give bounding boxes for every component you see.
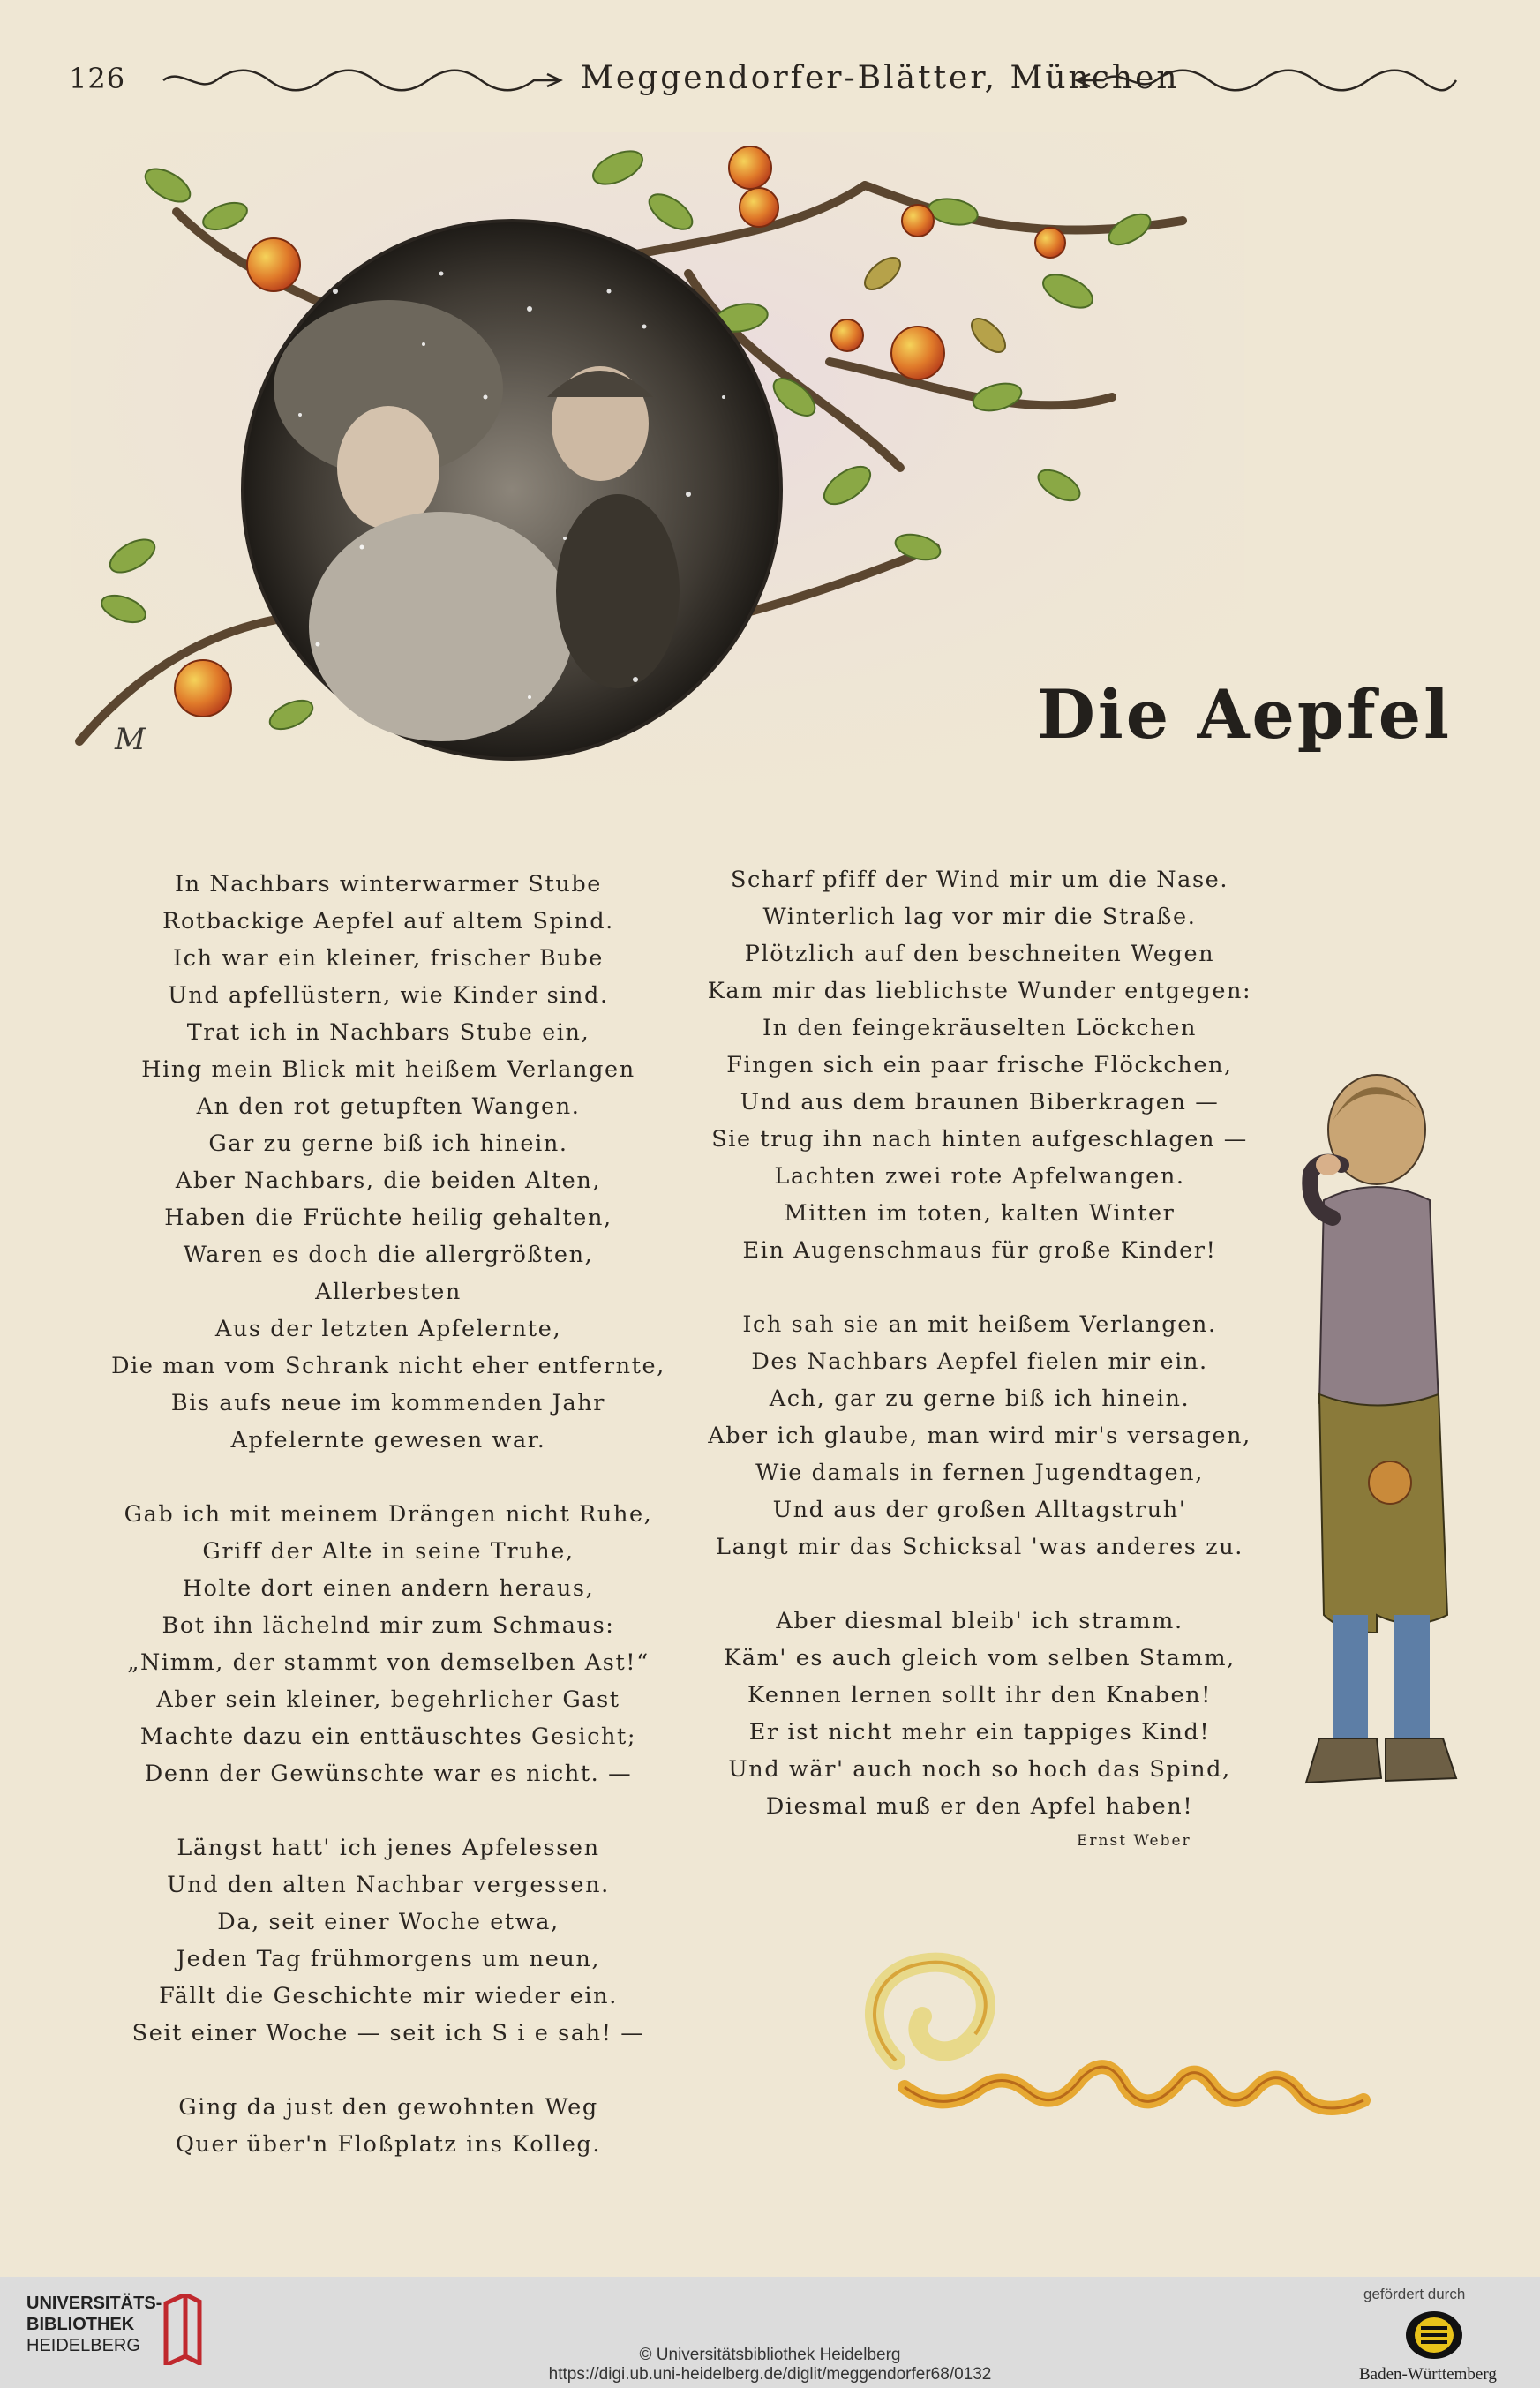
poem-line: Käm' es auch gleich vom selben Stamm, <box>724 1645 1236 1671</box>
poem-line: Aber sein kleiner, begehrlicher Gast <box>156 1686 620 1713</box>
library-name-line: BIBLIOTHEK <box>26 2315 135 2334</box>
poem-line: Trat ich in Nachbars Stube ein, <box>186 1019 590 1046</box>
poem-left-column <box>106 866 671 2163</box>
poem-line: Waren es doch die allergrößten, <box>183 1242 594 1268</box>
poem-line: „Nimm, der stammt von demselben Ast!“ <box>127 1649 650 1676</box>
poem-line: Gab ich mit meinem Drängen nicht Ruhe, <box>124 1501 653 1528</box>
poem-line: Haben die Früchte heilig gehalten, <box>164 1205 612 1231</box>
poem-line: Und aus der großen Alltagstruh' <box>772 1497 1187 1523</box>
poem-line: Ich sah sie an mit heißem Verlangen. <box>742 1311 1217 1338</box>
page-header <box>62 55 1456 108</box>
footer <box>0 2277 1540 2388</box>
poem-line: Fällt die Geschichte mir wieder ein. <box>159 1983 618 2009</box>
funded-by-label: gefördert durch <box>1363 2286 1466 2302</box>
poem-line: Ich war ein kleiner, frischer Bube <box>173 945 604 972</box>
poem-line: Und den alten Nachbar vergessen. <box>167 1872 610 1898</box>
boy-illustration <box>1271 1068 1474 1818</box>
poem-line: Quer über'n Floßplatz ins Kolleg. <box>175 2131 602 2158</box>
poem-line: Die man vom Schrank nicht eher entfernte, <box>111 1353 665 1379</box>
poem-line: Ach, gar zu gerne biß ich hinein. <box>769 1385 1191 1412</box>
poem-line: Jeden Tag frühmorgens um neun, <box>176 1946 601 1972</box>
poem-line: Rotbackige Aepfel auf altem Spind. <box>162 908 614 935</box>
poem-line: Er ist nicht mehr ein tappiges Kind! <box>748 1719 1211 1746</box>
poem-line: Und wär' auch noch so hoch das Spind, <box>728 1756 1231 1783</box>
poem-line: Griff der Alte in seine Truhe, <box>202 1538 575 1565</box>
poem-author: Ernst Weber <box>1077 1832 1191 1850</box>
running-title: Meggendorfer-Blätter, München <box>581 60 1180 96</box>
poem-line: Langt mir das Schicksal 'was anderes zu. <box>716 1534 1243 1560</box>
poem-line: Und aus dem braunen Biberkragen — <box>740 1089 1220 1115</box>
poem-line: An den rot getupften Wangen. <box>196 1093 581 1120</box>
stanza <box>106 1496 671 1792</box>
stanza <box>706 861 1253 1269</box>
poem-line: Aber ich glaube, man wird mir's versagen, <box>708 1423 1251 1449</box>
poem-line: Seit einer Woche — seit ich S i e sah! — <box>131 2020 645 2046</box>
poem-line: Kam mir das lieblichste Wunder entgegen: <box>707 978 1252 1004</box>
header-ornament-right-icon <box>1072 67 1461 94</box>
poem-line: Winterlich lag vor mir die Straße. <box>762 904 1197 930</box>
poem-line: Hing mein Blick mit heißem Verlangen <box>141 1056 635 1083</box>
poem-line: Wie damals in fernen Jugendtagen, <box>755 1460 1204 1486</box>
poem-line: Diesmal muß er den Apfel haben! <box>765 1793 1194 1820</box>
poem-line: Aus der letzten Apfelernte, <box>214 1316 562 1342</box>
poem-line: Und apfellüstern, wie Kinder sind. <box>168 982 609 1009</box>
stanza <box>706 1306 1253 1566</box>
baden-wuerttemberg-crest-icon <box>1403 2309 1465 2362</box>
poem-line: Aber Nachbars, die beiden Alten, <box>175 1168 602 1194</box>
permalink-url[interactable]: https://digi.ub.uni-heidelberg.de/diglit/meggendorfer68/0132 <box>548 2365 992 2384</box>
poem-line: Plötzlich auf den beschneiten Wegen <box>744 941 1215 967</box>
poem-line: Bot ihn lächelnd mir zum Schmaus: <box>162 1612 615 1639</box>
poem-line: Machte dazu ein enttäuschtes Gesicht; <box>139 1723 637 1750</box>
poem-line: Fingen sich ein paar frische Flöckchen, <box>726 1052 1233 1078</box>
page-number: 126 <box>69 62 126 95</box>
poem-line: In den feingekräuselten Löckchen <box>762 1015 1197 1041</box>
poem-line: Holte dort einen andern heraus, <box>182 1575 595 1602</box>
poem-line: Da, seit einer Woche etwa, <box>217 1909 560 1935</box>
stanza <box>106 2089 671 2163</box>
poem-line: Des Nachbars Aepfel fielen mir ein. <box>751 1348 1208 1375</box>
poem-line: Denn der Gewünschte war es nicht. — <box>144 1761 633 1787</box>
poem-line: Kennen lernen sollt ihr den Knaben! <box>747 1682 1213 1708</box>
poem-title: Die Aepfel <box>1037 675 1452 754</box>
library-name-line: HEIDELBERG <box>26 2336 140 2355</box>
poem-line: Ging da just den gewohnten Weg <box>178 2094 598 2121</box>
stanza <box>706 1603 1253 1825</box>
poem-line: Sie trug ihn nach hinten aufgeschlagen — <box>711 1126 1248 1153</box>
poem-line: Längst hatt' ich jenes Apfelessen <box>177 1835 600 1861</box>
poem-line: Gar zu gerne biß ich hinein. <box>208 1130 568 1157</box>
poem-line: In Nachbars winterwarmer Stube <box>174 871 602 897</box>
poem-line: Mitten im toten, kalten Winter <box>784 1200 1176 1227</box>
header-ornament-left-icon <box>159 67 565 94</box>
copyright-text: © Universitätsbibliothek Heidelberg <box>639 2346 901 2364</box>
poem-line: Scharf pfiff der Wind mir um die Nase. <box>730 867 1229 893</box>
stanza <box>106 1829 671 2052</box>
poem-line: Allerbesten <box>315 1279 462 1305</box>
library-name-line: UNIVERSITÄTS- <box>26 2294 162 2313</box>
poem-line: Bis aufs neue im kommenden Jahr <box>170 1390 606 1416</box>
ende-apple-peel-ornament <box>843 1937 1390 2140</box>
poem-line: Ein Augenschmaus für große Kinder! <box>742 1237 1217 1264</box>
poem-right-column <box>706 861 1253 1825</box>
stanza <box>106 866 671 1459</box>
poem-line: Aber diesmal bleib' ich stramm. <box>776 1608 1183 1634</box>
funder-name: Baden-Württemberg <box>1359 2365 1497 2384</box>
artist-monogram: M <box>115 722 146 757</box>
poem-line: Apfelernte gewesen war. <box>230 1427 546 1453</box>
poem-line: Lachten zwei rote Apfelwangen. <box>774 1163 1185 1190</box>
